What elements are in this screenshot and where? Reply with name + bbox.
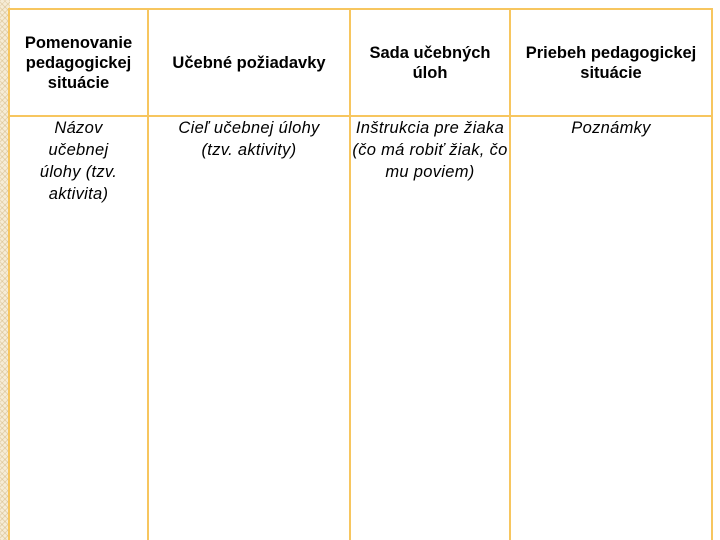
subheader-student-instruction-text: Inštrukcia pre žiaka (čo má robiť žiak, čo mu poviem)	[352, 119, 508, 181]
header-task-set-text: Sada učebných úloh	[369, 43, 491, 82]
subheader-task-name-text: Názov učebnej úlohy (tzv. aktivita)	[39, 119, 118, 203]
header-cell-learning-requirements	[149, 10, 349, 115]
header-situation-name-text: Pomenovanie pedagogickej situácie	[24, 33, 133, 92]
header-learning-requirements-text: Učebné požiadavky	[172, 53, 326, 72]
header-cell-task-set	[351, 10, 509, 115]
subheader-cell-task-name	[10, 117, 147, 237]
subheader-cell-student-instruction	[345, 117, 515, 237]
subheader-cell-notes	[511, 117, 711, 237]
header-situation-progress-text: Priebeh pedagogickej situácie	[525, 43, 697, 82]
header-cell-situation-progress	[511, 10, 711, 115]
header-cell-situation-name	[10, 10, 147, 115]
subheader-task-goal-text: Cieľ učebnej úlohy (tzv. aktivity)	[178, 119, 320, 159]
subheader-cell-task-goal	[149, 117, 349, 237]
subheader-notes-text: Poznámky	[571, 119, 651, 137]
table-border-right	[711, 8, 713, 540]
